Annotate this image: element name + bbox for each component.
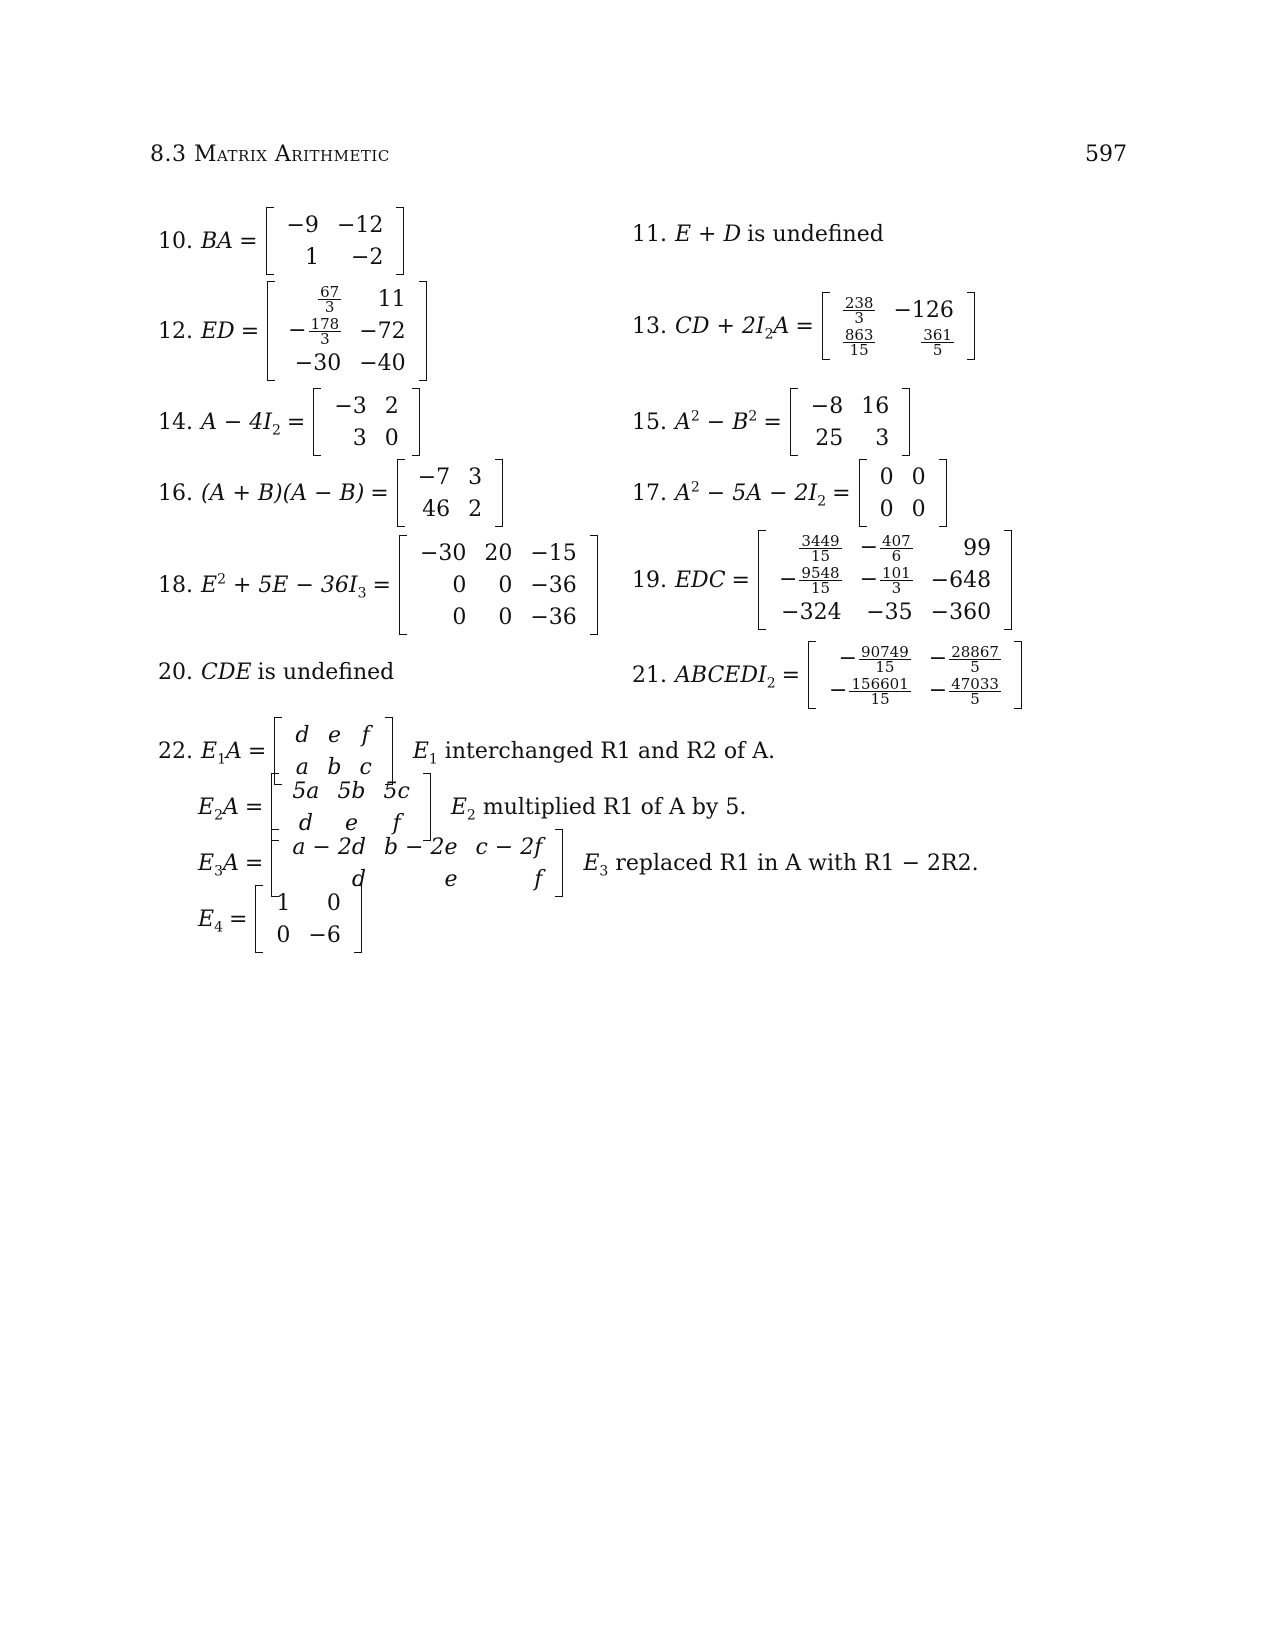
matrix-cell: −12 xyxy=(336,212,384,238)
problem-lhs: $E_4$ xyxy=(198,906,223,935)
matrix-cell: 3 xyxy=(875,425,890,451)
matrix-cell: 3 xyxy=(352,425,367,451)
equals-sign: = xyxy=(832,480,851,506)
problem-number: 22. xyxy=(158,738,193,764)
matrix-cell: − $\frac{9548}{15}$ xyxy=(778,563,840,597)
equals-sign: = xyxy=(239,228,258,254)
problem-22-e4 xyxy=(198,885,364,953)
matrix-cell: −126 xyxy=(893,297,954,323)
matrix: a − 2d b − 2e c − 2f d e f xyxy=(269,829,565,897)
matrix-cell: −324 xyxy=(781,599,842,625)
matrix xyxy=(857,459,949,527)
problem-lhs: $E_1A$ xyxy=(201,738,242,767)
problem-number: 11. xyxy=(632,222,667,247)
problem-lhs: CD + $2I_2A$ xyxy=(675,313,790,342)
matrix-cell: −35 xyxy=(866,599,913,625)
problem-lhs: CDE xyxy=(201,660,252,685)
matrix xyxy=(788,388,912,456)
matrix-cell: 20 xyxy=(484,540,513,566)
matrix-cell: 11 xyxy=(377,286,406,312)
equals-sign: = xyxy=(372,572,391,598)
matrix-cell: 0 xyxy=(911,464,926,490)
matrix-cell: −15 xyxy=(530,540,577,566)
matrix-cell: $\frac{67}{3}$ xyxy=(320,282,340,316)
matrix: 1 0 0 −6 xyxy=(253,885,363,953)
matrix-cell: −36 xyxy=(530,604,577,630)
running-head: 8.3 Matrix Arithmetic xyxy=(150,142,390,167)
equals-sign: = xyxy=(795,313,814,339)
matrix xyxy=(820,292,977,360)
matrix-cell: $\frac{238}{3}$ xyxy=(844,293,874,327)
equals-sign: = xyxy=(781,662,801,688)
matrix-cell: 3 xyxy=(468,464,483,490)
problem-number: 14. xyxy=(158,409,193,435)
problem-14 xyxy=(158,388,422,456)
problem-13 xyxy=(632,292,977,360)
matrix-cell: 99 xyxy=(963,535,992,561)
matrix-cell: −2 xyxy=(350,244,384,270)
problem-lhs: BA xyxy=(201,228,234,254)
matrix-cell: 0 xyxy=(879,496,894,522)
matrix-cell: 0 xyxy=(498,604,513,630)
problem-16 xyxy=(158,459,505,527)
matrix-cell: 0 xyxy=(452,604,467,630)
problem-text: is undefined xyxy=(747,222,884,247)
problem-number: 18. xyxy=(158,572,193,598)
problem-number: 17. xyxy=(632,480,667,506)
matrix-cell: 0 xyxy=(452,572,467,598)
problem-20 xyxy=(158,660,394,685)
page-header xyxy=(150,142,1127,174)
matrix-cell: −30 xyxy=(419,540,467,566)
problem-lhs: $E^2 + 5E - 36I_3$ xyxy=(201,571,367,601)
explanation-note: $E_1$ interchanged R1 and R2 of A. xyxy=(412,738,776,767)
matrix-cell: −40 xyxy=(359,350,406,376)
equals-sign: = xyxy=(370,480,389,506)
problem-lhs: EDC xyxy=(675,567,726,593)
problem-11 xyxy=(632,222,884,247)
problem-19 xyxy=(632,530,1014,630)
matrix xyxy=(756,530,1014,630)
equals-sign: = xyxy=(228,906,248,932)
problem-lhs: $A^2 - 5A - 2I_2$ xyxy=(675,479,827,509)
matrix-cell: − $\frac{156601}{15}$ xyxy=(829,674,909,708)
matrix-cell: 25 xyxy=(815,425,844,451)
matrix-cell: 2 xyxy=(468,496,483,522)
matrix xyxy=(264,207,407,275)
matrix-cell: $\frac{3449}{15}$ xyxy=(801,531,840,565)
matrix-cell: 1 xyxy=(304,244,319,270)
matrix-cell: − $\frac{407}{6}$ xyxy=(859,531,911,565)
matrix-cell: −9 xyxy=(286,212,319,238)
problem-lhs: ED xyxy=(201,318,235,344)
matrix: d e f a b c xyxy=(272,717,395,785)
equals-sign: = xyxy=(244,794,264,820)
problem-lhs: $A - 4I_2$ xyxy=(201,409,281,438)
equals-sign: = xyxy=(763,409,782,435)
matrix-cell: −648 xyxy=(930,567,992,593)
problem-number: 12. xyxy=(158,318,193,344)
matrix-cell: 2 xyxy=(384,393,399,419)
problem-lhs: (A + B)(A − B) xyxy=(201,480,365,506)
matrix xyxy=(311,388,421,456)
problem-number: 10. xyxy=(158,228,193,254)
problem-15 xyxy=(632,388,912,456)
matrix-cell: −30 xyxy=(294,350,342,376)
explanation-note: $E_2$ multiplied R1 of A by 5. xyxy=(450,794,747,823)
problem-number: 19. xyxy=(632,567,667,593)
problem-lhs: $E_2A$ xyxy=(198,794,239,823)
matrix xyxy=(806,641,1024,709)
matrix-cell: 0 xyxy=(879,464,894,490)
matrix-cell: − $\frac{101}{3}$ xyxy=(859,563,911,597)
problem-number: 20. xyxy=(158,660,193,685)
matrix-cell: − $\frac{28867}{5}$ xyxy=(928,642,999,676)
matrix-cell: $\frac{863}{15}$ xyxy=(844,325,874,359)
matrix-cell: 0 xyxy=(498,572,513,598)
matrix-cell: 0 xyxy=(384,425,399,451)
matrix-cell: 0 xyxy=(911,496,926,522)
matrix-cell: −8 xyxy=(810,393,844,419)
problem-lhs: $ABCEDI_2$ xyxy=(675,662,776,691)
problem-lhs: $E_3A$ xyxy=(198,850,239,879)
problem-number: 13. xyxy=(632,313,667,339)
matrix-cell: −36 xyxy=(530,572,577,598)
matrix-cell: − $\frac{47033}{5}$ xyxy=(928,674,999,708)
matrix-cell: −360 xyxy=(930,599,992,625)
equals-sign: = xyxy=(247,738,267,764)
problem-10 xyxy=(158,207,406,275)
matrix xyxy=(397,535,600,635)
matrix-cell: 16 xyxy=(861,393,890,419)
matrix-cell: $\frac{361}{5}$ xyxy=(923,325,952,359)
matrix: 5a 5b 5c d e f xyxy=(269,773,433,841)
problem-18 xyxy=(158,535,600,635)
matrix xyxy=(265,281,429,381)
matrix-cell: − $\frac{90749}{15}$ xyxy=(838,642,909,676)
problem-text: is undefined xyxy=(257,660,395,685)
problem-lhs: E + D xyxy=(675,222,742,247)
matrix-cell: −3 xyxy=(334,393,367,419)
matrix-cell: −7 xyxy=(417,464,451,490)
matrix-cell: 46 xyxy=(422,496,451,522)
problem-17 xyxy=(632,459,949,527)
equals-sign: = xyxy=(731,567,750,593)
equals-sign: = xyxy=(244,850,264,876)
problem-number: 21. xyxy=(632,662,667,688)
equals-sign: = xyxy=(240,318,260,344)
problem-number: 16. xyxy=(158,480,193,506)
problem-21 xyxy=(632,641,1024,709)
matrix-cell: − $\frac{178}{3}$ xyxy=(288,314,340,348)
problem-12 xyxy=(158,281,429,381)
problem-lhs: $A^2 - B^2$ xyxy=(675,408,758,435)
equals-sign: = xyxy=(286,409,306,435)
matrix xyxy=(395,459,505,527)
matrix-cell: −72 xyxy=(359,318,406,344)
explanation-note: $E_3$ replaced R1 in A with R1 − 2R2. xyxy=(583,850,979,879)
problem-number: 15. xyxy=(632,409,667,435)
page-number: 597 xyxy=(1085,142,1127,167)
